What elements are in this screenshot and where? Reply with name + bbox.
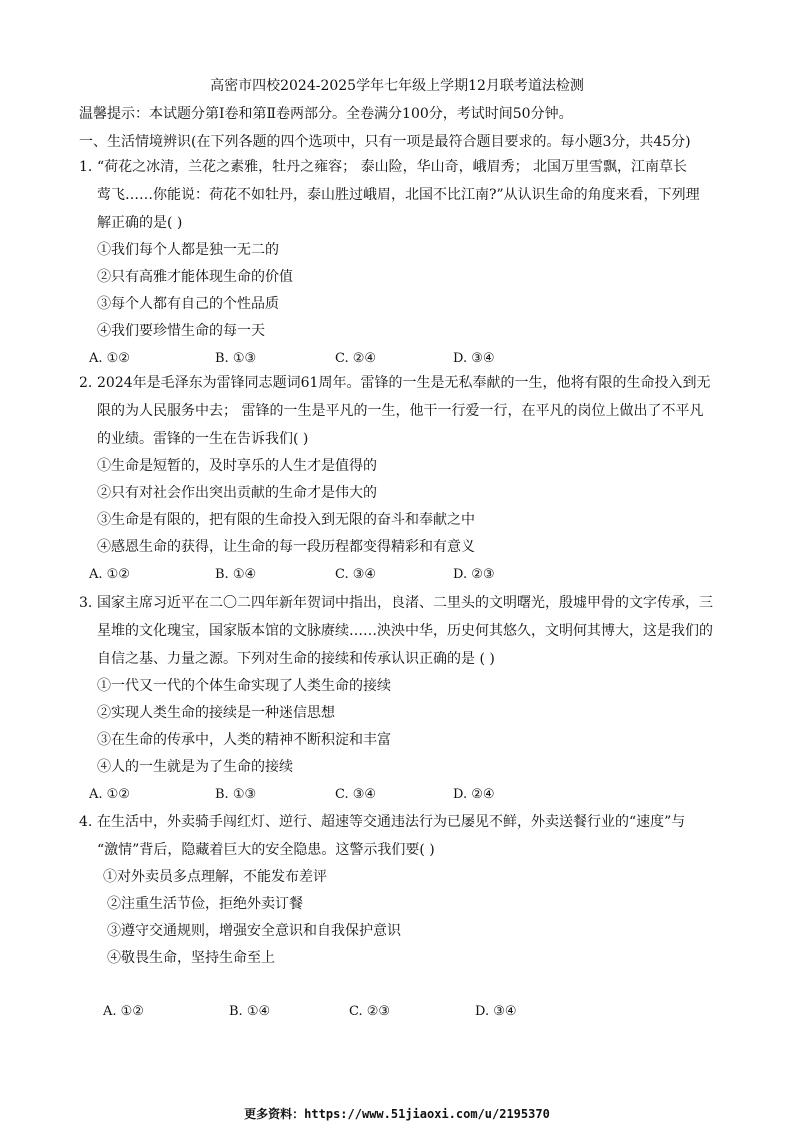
answer-choices: [79, 561, 724, 589]
question-number: 2.: [79, 375, 93, 391]
statement-option: ④敬畏生命，坚持生命至上: [107, 950, 275, 966]
statement-option: ③在生命的传承中，人类的精神不断积淀和丰富: [97, 732, 391, 748]
question-text: 限的为人民服务中去； 雷锋的一生是平凡的一生，他干一行爱一行，在平凡的岗位上做出了不平凡: [97, 403, 704, 419]
choice-a: A. ①②: [89, 787, 130, 802]
question-text: 自信之基、力量之源。下列对生命的接续和传承认识正确的是 ( ): [97, 651, 495, 667]
answer-choices: [79, 998, 724, 1026]
question-text: 的业绩。雷锋的一生在告诉我们( ): [97, 431, 309, 447]
statement-option: ①一代又一代的个体生命实现了人类生命的接续: [97, 678, 391, 694]
choice-b: B. ①③: [215, 787, 257, 802]
choice-b: B. ①④: [229, 1004, 271, 1019]
choice-c: C. ②④: [335, 351, 377, 366]
statement-option: ②注重生活节俭，拒绝外卖订餐: [107, 896, 303, 912]
exam-title: 高密市四校2024-2025学年七年级上学期12月联考道法检测: [210, 78, 584, 94]
choice-c: C. ③④: [335, 787, 377, 802]
answer-choices: [79, 781, 724, 809]
choice-c: C. ②③: [349, 1004, 391, 1019]
question-text: “激情”背后，隐藏着巨大的安全隐患。这警示我们要( ): [97, 842, 435, 858]
question-text: 国家主席习近平在二〇二四年新年贺词中指出，良渚、二里头的文明曙光，殷墟甲骨的文字传承，三: [97, 595, 713, 611]
statement-option: ③每个人都有自己的个性品质: [97, 296, 279, 312]
statement-option: ①对外卖员多点理解，不能发布差评: [103, 869, 327, 885]
statement-option: ③遵守交通规则，增强安全意识和自我保护意识: [107, 923, 401, 939]
choice-d: D. ②④: [453, 787, 495, 802]
choice-a: A. ①②: [89, 351, 130, 366]
footer-link[interactable]: 更多资料：https://www.51jiaoxi.com/u/2195370: [244, 1107, 550, 1121]
statement-option: ④人的一生就是为了生命的接续: [97, 759, 293, 775]
choice-b: B. ①③: [215, 351, 257, 366]
statement-option: ③生命是有限的，把有限的生命投入到无限的奋斗和奉献之中: [97, 512, 475, 528]
choice-a: A. ①②: [103, 1004, 144, 1019]
statement-option: ①生命是短暂的，及时享乐的人生才是值得的: [97, 458, 377, 474]
question-number: 3.: [79, 595, 93, 611]
question-number: 1.: [79, 159, 93, 175]
statement-option: ④我们要珍惜生命的每一天: [97, 323, 265, 339]
question-text: 在生活中，外卖骑手闯红灯、逆行、超速等交通违法行为已屡见不鲜，外卖送餐行业的“速度”与: [97, 814, 686, 830]
question-text: 解正确的是( ): [97, 215, 183, 231]
exam-note: 温馨提示：本试题分第Ⅰ卷和第Ⅱ卷两部分。全卷满分100分，考试时间50分钟。: [79, 106, 573, 122]
question-text: 星堆的文化瑰宝，国家版本馆的文脉赓续……泱泱中华，历史何其悠久，文明何其博大，这是我们的: [97, 623, 713, 639]
choice-d: D. ③④: [453, 351, 495, 366]
choice-c: C. ③④: [335, 567, 377, 582]
choice-b: B. ①④: [215, 567, 257, 582]
question-1: [79, 153, 724, 373]
choice-d: D. ③④: [475, 1004, 517, 1019]
statement-option: ②只有高雅才能体现生命的价值: [97, 269, 293, 285]
statement-option: ①我们每个人都是独一无二的: [97, 242, 279, 258]
statement-option: ④感恩生命的获得，让生命的每一段历程都变得精彩和有意义: [97, 539, 475, 555]
question-2: [79, 369, 724, 589]
question-text: 2024年是毛泽东为雷锋同志题词61周年。雷锋的一生是无私奉献的一生，他将有限的生命投入到无: [97, 375, 711, 391]
choice-d: D. ②③: [453, 567, 495, 582]
statement-option: ②只有对社会作出突出贡献的生命才是伟大的: [97, 485, 377, 501]
question-number: 4.: [79, 814, 93, 830]
question-3: [79, 589, 724, 809]
choice-a: A. ①②: [89, 567, 130, 582]
section-heading: 一、生活情境辨识(在下列各题的四个选项中，只有一项是最符合题目要求的。每小题3分，共45分): [79, 134, 691, 150]
question-text: 莺飞……你能说：荷花不如牡丹，泰山胜过峨眉，北国不比江南?”从认识生命的角度来看，下列理: [97, 187, 700, 203]
statement-option: ②实现人类生命的接续是一种迷信思想: [97, 705, 335, 721]
question-4: [79, 808, 724, 1026]
question-text: “荷花之冰清，兰花之素雅，牡丹之雍容； 泰山险，华山奇，峨眉秀； 北国万里雪飘，江南草长: [97, 159, 688, 175]
